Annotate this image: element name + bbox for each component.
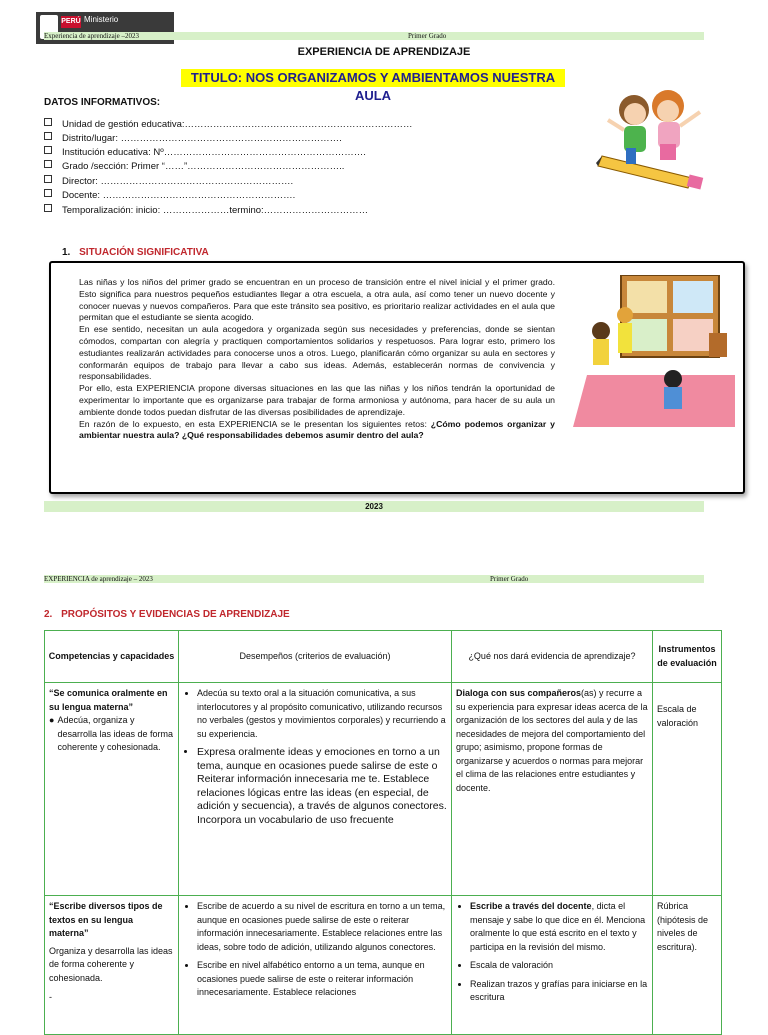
checkbox-icon [44, 175, 52, 183]
checkbox-icon [44, 118, 52, 126]
experience-title: TITULO: NOS ORGANIZAMOS Y AMBIENTAMOS NUESTRA AULA [181, 69, 565, 87]
list-item: • Realizan trazos y grafías para iniciarse en la escritura [470, 978, 648, 1005]
table-header: Instrumentos de evaluación [652, 630, 722, 683]
paragraph: Las niñas y los niños del primer grado se encuentran en un proceso de transición entre el nivel inicial y el primer grado. Esto significa para nuestros pequeños estudiantes llegar a otra escuela, a otra aula, así como tener un nuevo docente y conocer nuevas y nuevos compañeros. Para que este tránsito sea positivo, es prioritario realizar actividades en el aula que permitan que el estudiante se sienta acogido. [79, 277, 555, 323]
logo-country: PERÚ [61, 16, 81, 28]
header-left-text: Experiencia de aprendizaje –2023 [44, 32, 140, 40]
datos-heading: DATOS INFORMATIVOS: [44, 97, 161, 108]
datos-row: Institución educativa: Nº………………………………………………………. [44, 146, 366, 160]
table-cell-competency: “Se comunica oralmente en su lengua materna” ● Adecúa, organiza y desarrolla las ideas de forma coherente y cohesionada. [44, 682, 179, 896]
list-item: • Escribe en nivel alfabético entorno a un tema, aunque en ocasiones puede salirse de este o reiterar información innecesariamente. Establece relaciones [197, 959, 447, 1000]
table-header: ¿Qué nos dará evidencia de aprendizaje? [451, 630, 653, 683]
list-item: • Escribe de acuerdo a su nivel de escritura en torno a un tema, aunque en ocasiones puede salirse de este o reiterar información innecesariamente. Establece relaciones entre las ideas, sobre todo de adición, utilizando algunos conectores. [197, 900, 447, 954]
header-right-text: Primer Grado [408, 32, 447, 40]
page-title: EXPERIENCIA DE APRENDIZAJE [297, 46, 471, 58]
datos-row: Director: ……………………………………………………. [44, 175, 293, 189]
list-item: • Adecúa su texto oral a la situación comunicativa, a sus interlocutores y al propósito comunicativo, utilizando recursos no verbales (gestos y movimientos corporales) y recurriendo a su experiencia. [197, 687, 447, 741]
checkbox-icon [44, 132, 52, 140]
checkbox-icon [44, 189, 52, 197]
paragraph: En ese sentido, necesitan un aula acogedora y organizada según sus necesidades y preferencias, donde se sientan cómodos, compartan con alegría y practiquen comportamientos solidarios y respetuosos. Para lograr esto, primero los estudiantes realizarán actividades para conocerse unos a otros. Luego, planificarán cómo organizar su aula en sectores y conformarán equipos de trabajo para llevar a cabo sus ideas. Además, establecerán normas de convivencia y responsabilidades. [79, 324, 555, 382]
datos-row: Docente: ……………………………………………………. [44, 189, 295, 203]
header2-left-text: EXPERIENCIA de aprendizaje – 2023 [44, 575, 153, 583]
section2-heading: 2. PROPÓSITOS Y EVIDENCIAS DE APRENDIZAJE [44, 609, 290, 620]
table-cell-instrument: Rúbrica (hipótesis de niveles de escritura). [652, 895, 722, 1035]
header2-right-text: Primer Grado [490, 575, 529, 583]
list-item: • Expresa oralmente ideas y emociones en torno a un tema, aunque en ocasiones puede salirse de este o Reiterar información innecesaria me te. Establece relaciones lógicas entre las ideas (en especial, de adición y secuencia), a través de algunos conectores. Incorpora un vocabulario de uso frecuente [197, 746, 447, 827]
checkbox-icon [44, 160, 52, 168]
table-cell-instrument: Escala de valoración [652, 682, 722, 896]
paragraph: Por ello, esta EXPERIENCIA propone diversas situaciones en las que las niñas y los niños tendrán la oportunidad de experimentar lo importante que es organizarse para trabajar de forma armoniosa y autónoma, para hacer de su aula un ambiente donde todos puedan disfrutar de las diversas posibilidades de aprendizaje. [79, 383, 555, 417]
table-cell-performance [178, 895, 452, 1035]
list-item: • Escribe a través del docente, dicta el mensaje y sabe lo que dice en él. Menciona oralmente lo que está escrito en el texto y participa en la revisión del mismo. [470, 900, 648, 954]
footer-year: 2023 [44, 501, 704, 512]
paragraph: En razón de lo expuesto, en esta EXPERIENCIA se le presentan los siguientes retos: ¿Cómo podemos organizar y ambientar nuestra aula? ¿Qué responsabilidades debemos asumir dentro del aula? [79, 418, 556, 441]
list-item: • Escala de valoración [470, 959, 648, 973]
header-bar [44, 32, 704, 40]
table-cell-performance [178, 682, 452, 896]
situation-box [49, 261, 745, 494]
purposes-table [44, 630, 722, 1030]
table-cell-competency: “Escribe diversos tipos de textos en su lengua materna” Organiza y desarrolla las ideas de forma coherente y cohesionada. - [44, 895, 179, 1035]
checkbox-icon [44, 204, 52, 212]
table-header: Competencias y capacidades [44, 630, 179, 683]
logo-ministry: Ministerio [84, 15, 119, 24]
datos-row: Distrito/lugar: ……………………………………………………………. [44, 132, 342, 146]
section1-heading: 1. SITUACIÓN SIGNIFICATIVA [62, 247, 209, 258]
kids-on-pencil-illustration [596, 84, 708, 192]
datos-row: Temporalización: inicio: …………………termino:…………………………… [44, 204, 368, 218]
datos-row: Grado /sección: Primer “……”………………………………………….. [44, 160, 344, 174]
situation-text [79, 277, 555, 442]
table-cell-evidence [451, 895, 653, 1035]
checkbox-icon [44, 146, 52, 154]
datos-row: Unidad de gestión educativa:……………………………………………………………… [44, 118, 413, 132]
table-header: Desempeños (criterios de evaluación) [178, 630, 452, 683]
classroom-illustration [573, 275, 737, 435]
table-cell-evidence: Dialoga con sus compañeros(as) y recurre a su experiencia para expresar ideas acerca de la organización de los sectores del aula y de las necesidades de mejora del comportamiento del grupo; asimismo, propone formas de organizarse y acuerdos o normas para mejorar el clima de las relaciones entre estudiantes y docente. [451, 682, 653, 896]
